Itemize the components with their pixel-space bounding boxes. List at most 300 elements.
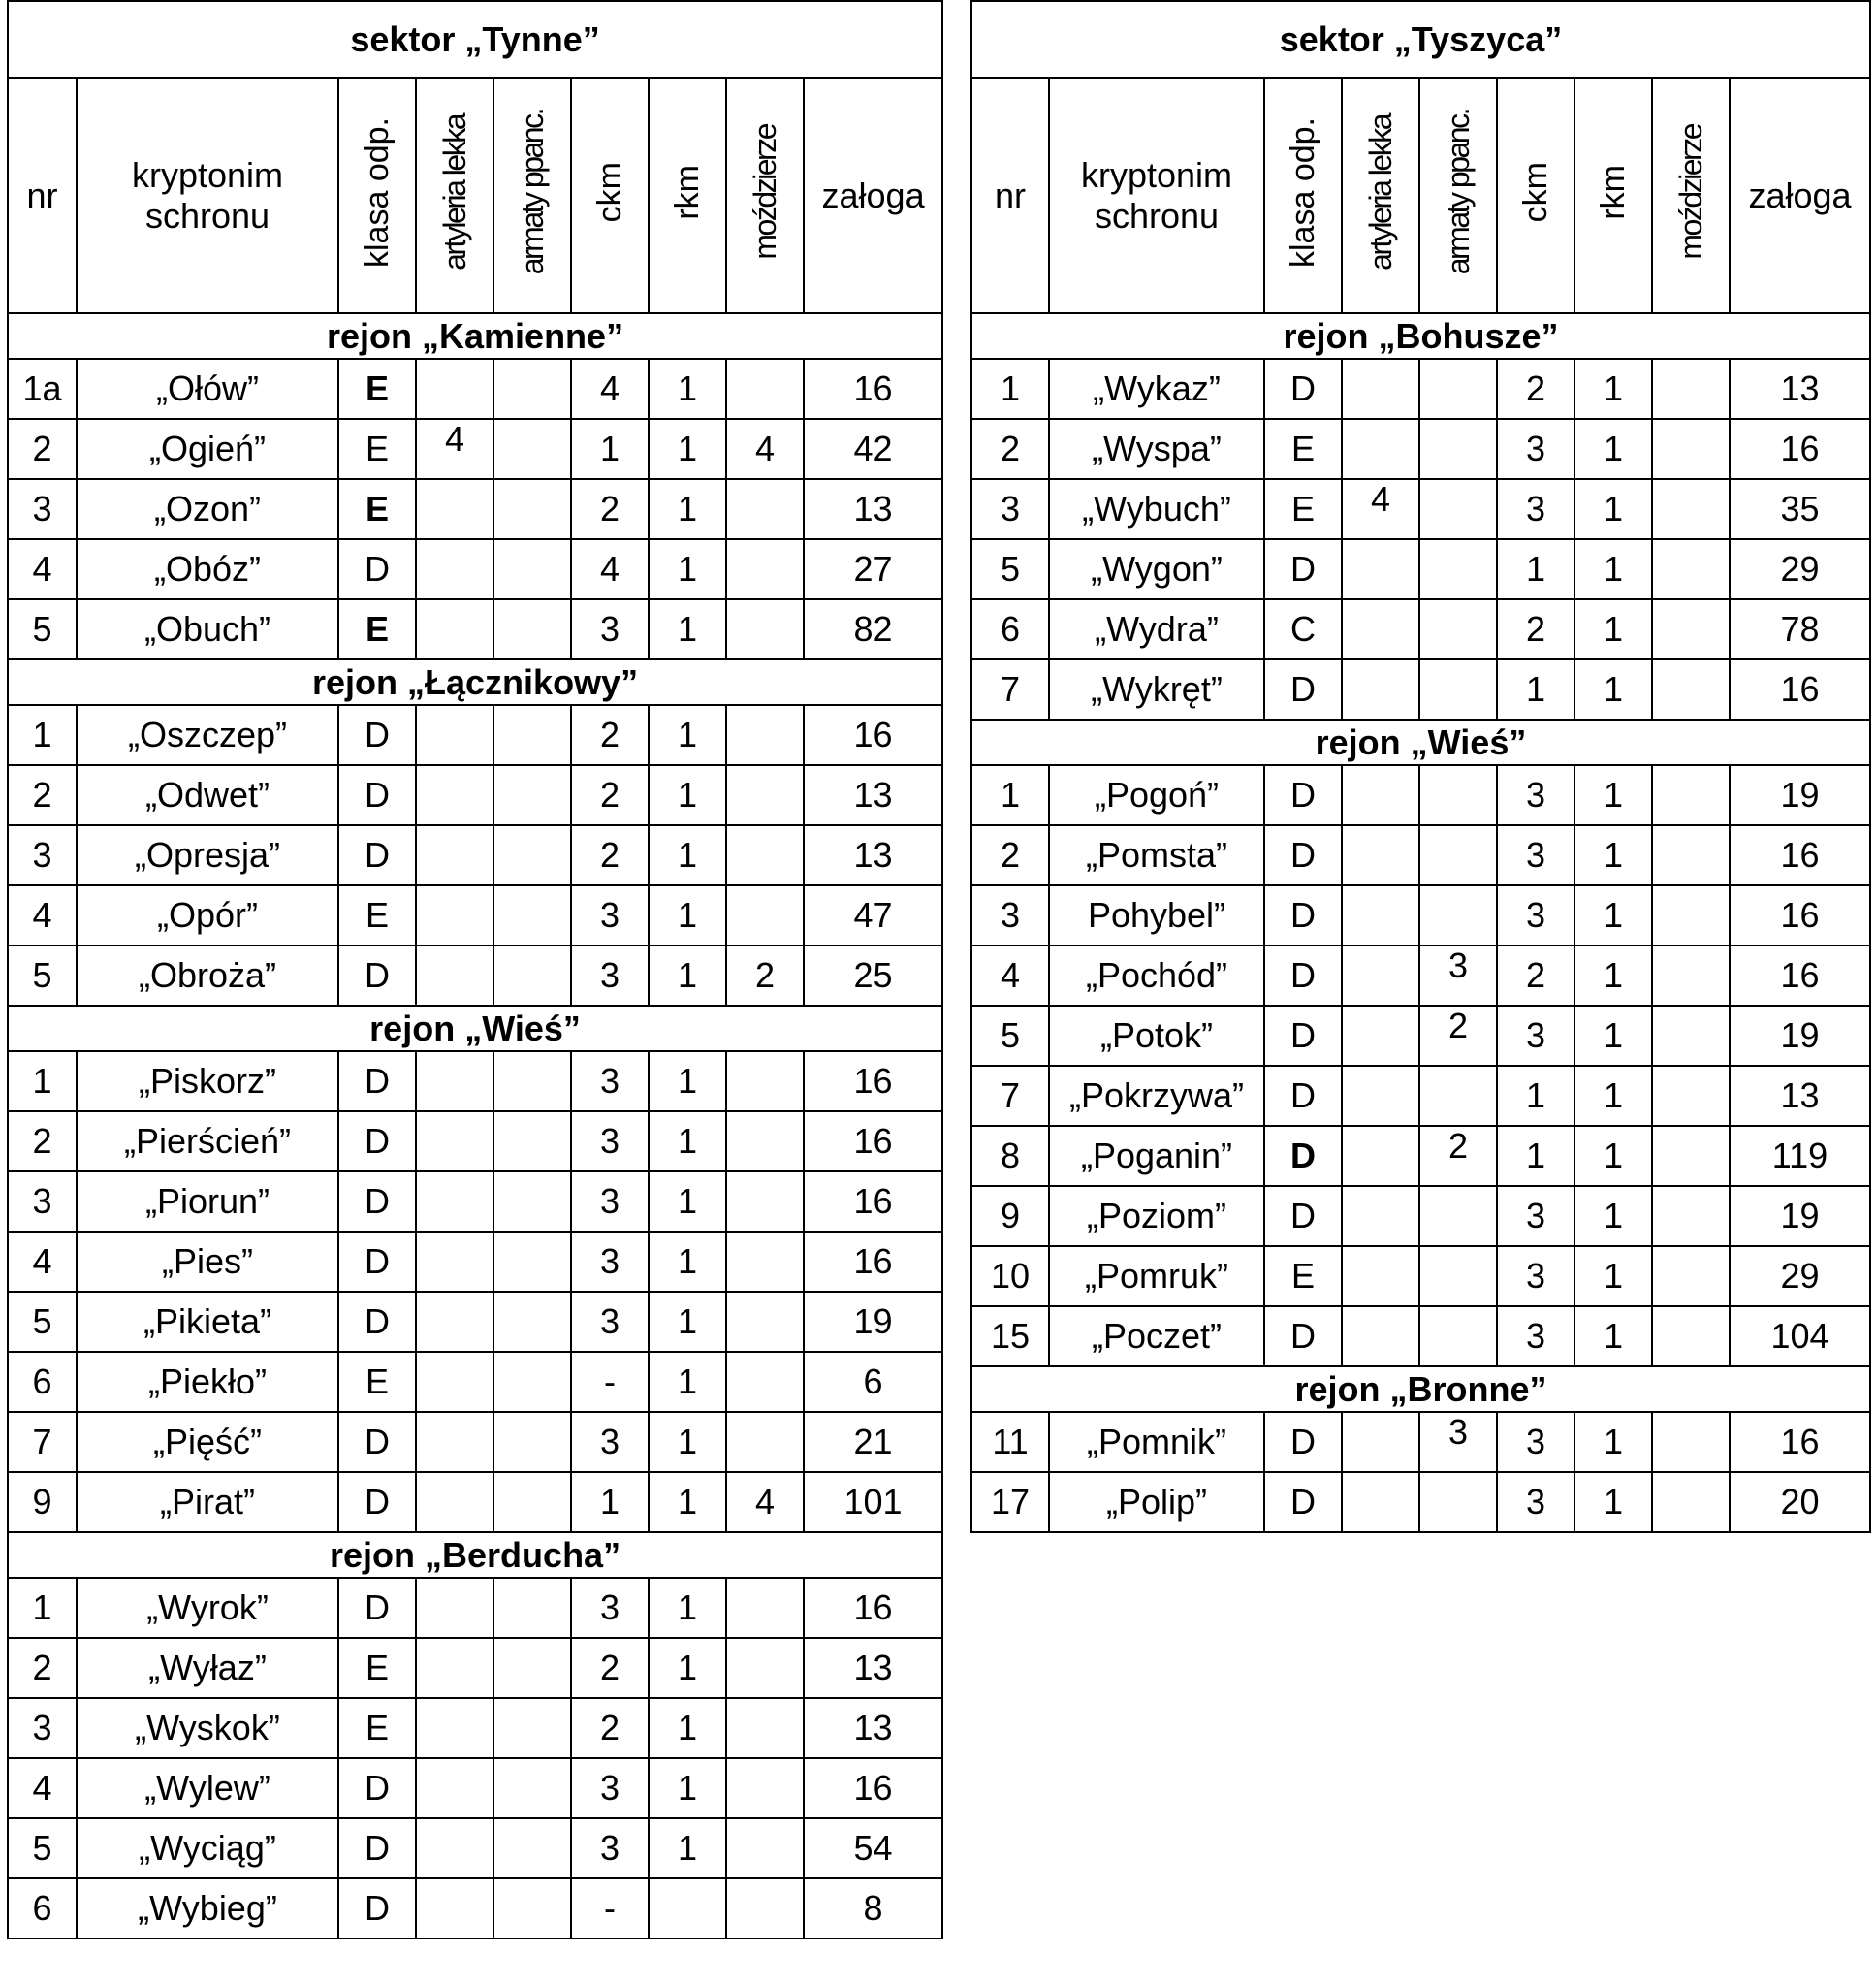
nr-cell: 5 <box>971 539 1049 599</box>
antitank-cell <box>493 945 571 1006</box>
artillery-cell <box>416 1578 493 1638</box>
class-cell: D <box>1264 539 1342 599</box>
nr-cell: 9 <box>8 1472 77 1532</box>
rkm-cell: 1 <box>1574 419 1652 479</box>
mortar-cell <box>1652 359 1730 419</box>
bunker-row <box>971 1126 1870 1186</box>
bunker-row <box>8 1638 942 1698</box>
column-header-klasa <box>1264 78 1342 313</box>
column-header-ckm <box>1497 78 1574 313</box>
crew-cell: 16 <box>1730 1412 1870 1472</box>
column-header-row <box>971 78 1870 313</box>
crew-cell: 13 <box>1730 359 1870 419</box>
column-header-nr <box>8 78 77 313</box>
artillery-cell <box>416 1638 493 1698</box>
crew-cell: 19 <box>1730 1186 1870 1246</box>
ckm-cell: 2 <box>571 825 649 885</box>
antitank-cell <box>493 1292 571 1352</box>
crew-cell: 101 <box>804 1472 942 1532</box>
name-cell: „Pomnik” <box>1049 1412 1264 1472</box>
name-cell: „Obroża” <box>77 945 338 1006</box>
mortar-cell <box>1652 419 1730 479</box>
artillery-cell <box>1342 359 1419 419</box>
mortar-cell <box>1652 825 1730 885</box>
mortar-cell <box>1652 539 1730 599</box>
crew-cell: 13 <box>804 1698 942 1758</box>
ckm-cell: 3 <box>571 599 649 659</box>
ckm-cell: 3 <box>1497 1246 1574 1306</box>
artillery-cell <box>1342 1472 1419 1532</box>
superscript-value: 2 <box>1447 1006 1469 1045</box>
bunker-row <box>8 419 942 479</box>
antitank-cell <box>493 419 571 479</box>
antitank-cell <box>493 705 571 765</box>
class-cell: E <box>338 479 416 539</box>
antitank-cell <box>1419 945 1497 1006</box>
class-cell: D <box>1264 885 1342 945</box>
name-cell: „Ołów” <box>77 359 338 419</box>
column-header-rkm <box>1574 78 1652 313</box>
column-header-label: nr <box>26 175 58 215</box>
ckm-cell: 4 <box>571 539 649 599</box>
nr-cell: 4 <box>8 1758 77 1818</box>
nr-cell: 4 <box>8 539 77 599</box>
antitank-cell <box>1419 419 1497 479</box>
rkm-cell: 1 <box>649 1818 726 1878</box>
region-title: rejon „Berducha” <box>8 1532 942 1578</box>
class-cell: D <box>338 1051 416 1111</box>
nr-cell: 4 <box>971 945 1049 1006</box>
rkm-cell: 1 <box>649 1232 726 1292</box>
ckm-cell: 3 <box>571 1292 649 1352</box>
name-cell: „Pokrzywa” <box>1049 1066 1264 1126</box>
region-title: rejon „Bohusze” <box>971 313 1870 359</box>
class-cell: E <box>1264 419 1342 479</box>
ckm-cell: - <box>571 1352 649 1412</box>
artillery-cell <box>416 705 493 765</box>
nr-cell: 5 <box>8 945 77 1006</box>
crew-cell: 16 <box>1730 419 1870 479</box>
rkm-cell: 1 <box>1574 1306 1652 1366</box>
rkm-cell: 1 <box>1574 825 1652 885</box>
column-header-label: nr <box>994 175 1026 215</box>
column-header-label: ckm <box>1517 162 1554 223</box>
class-cell: D <box>338 825 416 885</box>
class-cell: D <box>338 945 416 1006</box>
rkm-cell: 1 <box>649 1698 726 1758</box>
artillery-cell <box>416 1352 493 1412</box>
mortar-cell <box>726 1578 804 1638</box>
sector-title-row <box>8 1 942 78</box>
crew-cell: 16 <box>1730 825 1870 885</box>
column-header-nr <box>971 78 1049 313</box>
rkm-cell: 1 <box>649 705 726 765</box>
artillery-cell <box>416 419 493 479</box>
bunker-row <box>8 479 942 539</box>
nr-cell: 1 <box>8 1051 77 1111</box>
antitank-cell <box>493 1412 571 1472</box>
name-cell: „Wyspa” <box>1049 419 1264 479</box>
mortar-cell <box>726 539 804 599</box>
name-cell: „Wybuch” <box>1049 479 1264 539</box>
nr-cell: 1 <box>971 359 1049 419</box>
name-cell: „Poganin” <box>1049 1126 1264 1186</box>
ckm-cell: 3 <box>571 1758 649 1818</box>
mortar-cell <box>726 599 804 659</box>
nr-cell: 5 <box>971 1006 1049 1066</box>
artillery-cell <box>416 359 493 419</box>
crew-cell: 19 <box>1730 1006 1870 1066</box>
column-header-label: rkm <box>669 165 706 220</box>
nr-cell: 1 <box>8 1578 77 1638</box>
rkm-cell <box>649 1878 726 1938</box>
ckm-cell: 3 <box>1497 479 1574 539</box>
mortar-cell <box>1652 945 1730 1006</box>
column-header-label: armaty ppanc. <box>1441 110 1476 275</box>
crew-cell: 13 <box>804 1638 942 1698</box>
column-header-klasa <box>338 78 416 313</box>
mortar-cell <box>1652 765 1730 825</box>
rkm-cell: 1 <box>649 885 726 945</box>
rkm-cell: 1 <box>649 1051 726 1111</box>
nr-cell: 5 <box>8 599 77 659</box>
mortar-cell <box>726 1878 804 1938</box>
column-header-zaloga <box>1730 78 1870 313</box>
antitank-cell <box>493 1578 571 1638</box>
mortar-cell <box>726 1171 804 1232</box>
mortar-cell <box>726 1412 804 1472</box>
column-header-ckm <box>571 78 649 313</box>
class-cell: D <box>1264 1006 1342 1066</box>
bunker-row <box>971 1246 1870 1306</box>
ckm-cell: 1 <box>571 419 649 479</box>
ckm-cell: 2 <box>571 705 649 765</box>
antitank-cell <box>493 825 571 885</box>
mortar-cell <box>1652 659 1730 720</box>
class-cell: D <box>338 1171 416 1232</box>
name-cell: „Potok” <box>1049 1006 1264 1066</box>
superscript-value: 4 <box>1370 479 1391 519</box>
column-header-label: klasa odp. <box>1285 117 1321 268</box>
class-cell: D <box>338 1758 416 1818</box>
bunker-row <box>971 599 1870 659</box>
class-cell: D <box>1264 945 1342 1006</box>
rkm-cell: 1 <box>1574 659 1652 720</box>
column-header-label: artyleria lekka <box>437 114 472 271</box>
ckm-cell: 1 <box>571 1472 649 1532</box>
class-cell: D <box>338 765 416 825</box>
ckm-cell: - <box>571 1878 649 1938</box>
ckm-cell: 1 <box>1497 539 1574 599</box>
name-cell: „Pochód” <box>1049 945 1264 1006</box>
crew-cell: 27 <box>804 539 942 599</box>
bunker-row <box>8 1352 942 1412</box>
class-cell: D <box>1264 1066 1342 1126</box>
nr-cell: 3 <box>8 1698 77 1758</box>
crew-cell: 13 <box>804 479 942 539</box>
crew-cell: 119 <box>1730 1126 1870 1186</box>
antitank-cell <box>493 479 571 539</box>
mortar-cell <box>1652 885 1730 945</box>
mortar-cell <box>1652 1412 1730 1472</box>
crew-cell: 16 <box>804 705 942 765</box>
rkm-cell: 1 <box>649 1638 726 1698</box>
crew-cell: 16 <box>804 1578 942 1638</box>
class-cell: D <box>1264 1306 1342 1366</box>
bunker-row <box>971 825 1870 885</box>
column-header-zaloga <box>804 78 942 313</box>
bunker-row <box>971 419 1870 479</box>
ckm-cell: 3 <box>1497 765 1574 825</box>
region-row <box>971 720 1870 765</box>
artillery-cell <box>416 1232 493 1292</box>
class-cell: D <box>338 1292 416 1352</box>
region-row <box>8 313 942 359</box>
rkm-cell: 1 <box>1574 479 1652 539</box>
mortar-cell <box>1652 1472 1730 1532</box>
rkm-cell: 1 <box>1574 1006 1652 1066</box>
mortar-cell <box>726 1051 804 1111</box>
column-header-label: rkm <box>1595 165 1632 220</box>
name-cell: „Wydra” <box>1049 599 1264 659</box>
rkm-cell: 1 <box>649 1352 726 1412</box>
rkm-cell: 1 <box>649 765 726 825</box>
bunker-row <box>971 1472 1870 1532</box>
class-cell: D <box>338 1472 416 1532</box>
rkm-cell: 1 <box>1574 1246 1652 1306</box>
bunker-row <box>971 659 1870 720</box>
ckm-cell: 2 <box>1497 599 1574 659</box>
name-cell: „Piskorz” <box>77 1051 338 1111</box>
antitank-cell <box>1419 1472 1497 1532</box>
column-header-label: załoga <box>821 175 925 215</box>
crew-cell: 47 <box>804 885 942 945</box>
rkm-cell: 1 <box>649 419 726 479</box>
antitank-cell <box>493 1698 571 1758</box>
nr-cell: 9 <box>971 1186 1049 1246</box>
mortar-cell <box>1652 1306 1730 1366</box>
column-header-label: moździerze <box>1673 125 1708 260</box>
nr-cell: 2 <box>8 765 77 825</box>
bunker-row <box>971 885 1870 945</box>
nr-cell: 3 <box>8 1171 77 1232</box>
nr-cell: 7 <box>971 1066 1049 1126</box>
artillery-cell <box>416 945 493 1006</box>
bunker-row <box>971 359 1870 419</box>
crew-cell: 42 <box>804 419 942 479</box>
name-cell: „Opór” <box>77 885 338 945</box>
artillery-cell <box>416 1878 493 1938</box>
class-cell: E <box>338 1352 416 1412</box>
bunker-row <box>8 825 942 885</box>
crew-cell: 13 <box>804 765 942 825</box>
nr-cell: 4 <box>8 885 77 945</box>
name-cell: „Wykręt” <box>1049 659 1264 720</box>
name-cell: „Wygon” <box>1049 539 1264 599</box>
nr-cell: 7 <box>971 659 1049 720</box>
ckm-cell: 3 <box>1497 1472 1574 1532</box>
sector-title-row <box>971 1 1870 78</box>
superscript-value: 3 <box>1447 1412 1469 1452</box>
superscript-value: 4 <box>444 419 465 459</box>
class-cell: D <box>1264 659 1342 720</box>
antitank-cell <box>493 1638 571 1698</box>
nr-cell: 6 <box>8 1352 77 1412</box>
nr-cell: 2 <box>971 825 1049 885</box>
antitank-cell <box>493 359 571 419</box>
ckm-cell: 3 <box>1497 1306 1574 1366</box>
name-cell: „Piekło” <box>77 1352 338 1412</box>
antitank-cell <box>493 1818 571 1878</box>
bunker-row <box>8 885 942 945</box>
crew-cell: 104 <box>1730 1306 1870 1366</box>
mortar-cell <box>726 1758 804 1818</box>
ckm-cell: 3 <box>1497 1412 1574 1472</box>
name-cell: „Poziom” <box>1049 1186 1264 1246</box>
antitank-cell <box>1419 825 1497 885</box>
antitank-cell <box>1419 479 1497 539</box>
ckm-cell: 1 <box>1497 1066 1574 1126</box>
class-cell: D <box>338 1818 416 1878</box>
class-cell: D <box>1264 1412 1342 1472</box>
ckm-cell: 1 <box>1497 1126 1574 1186</box>
ckm-cell: 2 <box>571 1698 649 1758</box>
artillery-cell <box>1342 1412 1419 1472</box>
superscript-value: 2 <box>1447 1126 1469 1166</box>
column-header-label: kryptonim schronu <box>131 155 284 236</box>
nr-cell: 2 <box>971 419 1049 479</box>
bunker-row <box>8 1232 942 1292</box>
column-header-label: moździerze <box>747 125 782 260</box>
rkm-cell: 1 <box>649 1292 726 1352</box>
name-cell: „Wyciąg” <box>77 1818 338 1878</box>
column-header-artyleria <box>1342 78 1419 313</box>
crew-cell: 16 <box>804 1758 942 1818</box>
name-cell: „Wylew” <box>77 1758 338 1818</box>
artillery-cell <box>416 1051 493 1111</box>
mortar-cell: 2 <box>726 945 804 1006</box>
region-title: rejon „Wieś” <box>971 720 1870 765</box>
bunker-row <box>971 765 1870 825</box>
antitank-cell <box>493 765 571 825</box>
artillery-cell <box>1342 885 1419 945</box>
bunker-row <box>8 1412 942 1472</box>
column-header-mozdzierze <box>726 78 804 313</box>
crew-cell: 29 <box>1730 539 1870 599</box>
column-header-label: załoga <box>1748 175 1852 215</box>
class-cell: D <box>1264 1186 1342 1246</box>
name-cell: „Pogoń” <box>1049 765 1264 825</box>
name-cell: „Pirat” <box>77 1472 338 1532</box>
mortar-cell <box>726 359 804 419</box>
bunker-row <box>8 599 942 659</box>
name-cell: „Wyłaz” <box>77 1638 338 1698</box>
artillery-cell <box>416 1472 493 1532</box>
nr-cell: 3 <box>971 885 1049 945</box>
bunker-row <box>971 539 1870 599</box>
bunker-row <box>8 1292 942 1352</box>
rkm-cell: 1 <box>1574 885 1652 945</box>
class-cell: D <box>338 1412 416 1472</box>
crew-cell: 16 <box>1730 885 1870 945</box>
bunker-row <box>971 1186 1870 1246</box>
ckm-cell: 3 <box>1497 825 1574 885</box>
sector-table-tynne <box>7 0 943 1939</box>
column-header-armaty <box>1419 78 1497 313</box>
nr-cell: 3 <box>8 479 77 539</box>
nr-cell: 5 <box>8 1292 77 1352</box>
nr-cell: 1a <box>8 359 77 419</box>
nr-cell: 2 <box>8 1111 77 1171</box>
column-header-rkm <box>649 78 726 313</box>
column-header-label: ckm <box>591 162 628 223</box>
bunker-row <box>8 359 942 419</box>
antitank-cell <box>1419 1246 1497 1306</box>
mortar-cell <box>726 825 804 885</box>
artillery-cell <box>1342 659 1419 720</box>
rkm-cell: 1 <box>1574 945 1652 1006</box>
rkm-cell: 1 <box>649 599 726 659</box>
nr-cell: 1 <box>971 765 1049 825</box>
nr-cell: 3 <box>8 825 77 885</box>
name-cell: „Oszczep” <box>77 705 338 765</box>
crew-cell: 13 <box>804 825 942 885</box>
antitank-cell <box>1419 539 1497 599</box>
bunker-row <box>8 1171 942 1232</box>
artillery-cell <box>416 825 493 885</box>
sector-title: sektor „Tyszyca” <box>971 1 1870 78</box>
artillery-cell <box>1342 419 1419 479</box>
rkm-cell: 1 <box>1574 765 1652 825</box>
artillery-cell <box>1342 945 1419 1006</box>
artillery-cell <box>416 765 493 825</box>
column-header-label: klasa odp. <box>359 117 396 268</box>
name-cell: „Wyskok” <box>77 1698 338 1758</box>
bunker-row <box>971 1006 1870 1066</box>
column-header-label: artyleria lekka <box>1363 114 1398 271</box>
artillery-cell <box>1342 1006 1419 1066</box>
artillery-cell <box>1342 1126 1419 1186</box>
artillery-cell <box>416 1412 493 1472</box>
mortar-cell <box>1652 599 1730 659</box>
bunker-row <box>8 539 942 599</box>
rkm-cell: 1 <box>649 1412 726 1472</box>
crew-cell: 54 <box>804 1818 942 1878</box>
ckm-cell: 3 <box>571 945 649 1006</box>
column-header-kryptonim <box>1049 78 1264 313</box>
artillery-cell <box>1342 539 1419 599</box>
class-cell: D <box>338 705 416 765</box>
nr-cell: 2 <box>8 419 77 479</box>
ckm-cell: 3 <box>571 1412 649 1472</box>
artillery-cell <box>416 539 493 599</box>
mortar-cell: 4 <box>726 1472 804 1532</box>
name-cell: „Pomruk” <box>1049 1246 1264 1306</box>
class-cell: D <box>1264 1472 1342 1532</box>
artillery-cell <box>416 479 493 539</box>
name-cell: „Pikieta” <box>77 1292 338 1352</box>
class-cell: E <box>338 1698 416 1758</box>
antitank-cell <box>1419 1186 1497 1246</box>
bunker-row <box>971 945 1870 1006</box>
nr-cell: 10 <box>971 1246 1049 1306</box>
artillery-cell <box>416 1698 493 1758</box>
artillery-cell <box>416 1171 493 1232</box>
name-cell: „Obuch” <box>77 599 338 659</box>
rkm-cell: 1 <box>649 1758 726 1818</box>
artillery-cell <box>416 599 493 659</box>
name-cell: „Pięść” <box>77 1412 338 1472</box>
